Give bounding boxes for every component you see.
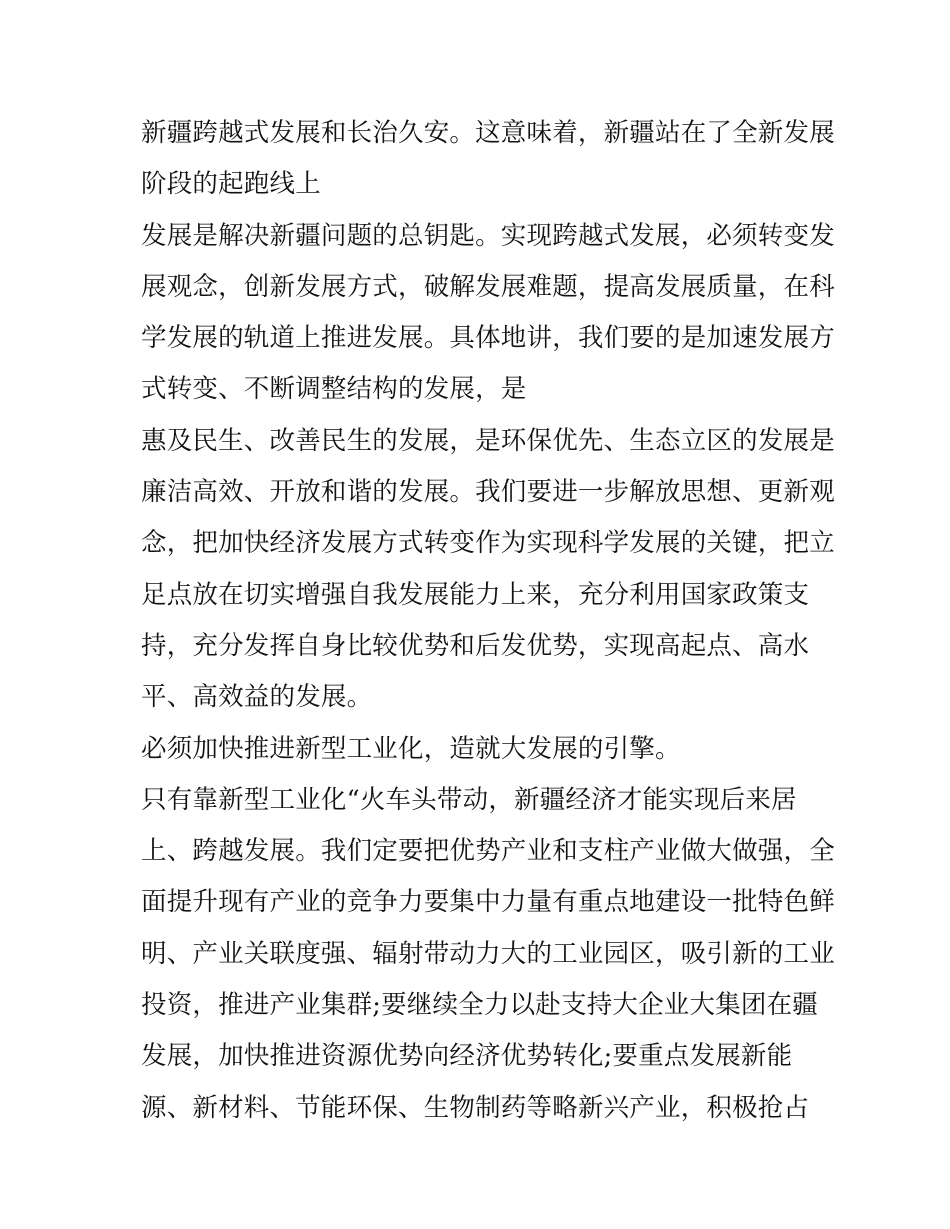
text-line: 阶段的起跑线上	[141, 169, 321, 200]
text-line: 式转变、不断调整结构的发展，是	[141, 374, 527, 405]
text-line: 念，把加快经济发展方式转变作为实现科学发展的关键，把立	[141, 528, 835, 559]
text-line: 发展，加快推进资源优势向经济优势转化;要重点发展新能	[141, 1041, 793, 1072]
text-line: 发展是解决新疆问题的总钥匙。实现跨越式发展，必须转变发	[141, 220, 835, 251]
text-line: 足点放在切实增强自我发展能力上来，充分利用国家政策支	[141, 579, 810, 610]
text-line: 上、跨越发展。我们定要把优势产业和支柱产业做大做强，全	[141, 836, 835, 867]
text-line: 源、新材料、节能环保、生物制药等略新兴产业，积极抢占	[141, 1092, 810, 1123]
text-line: 廉洁高效、开放和谐的发展。我们要进一步解放思想、更新观	[141, 477, 835, 508]
text-line: 必须加快推进新型工业化，造就大发展的引擎。	[141, 733, 681, 764]
body-text	[141, 108, 835, 1134]
text-line: 惠及民生、改善民生的发展，是环保优先、生态立区的发展是	[141, 425, 835, 456]
text-line: 面提升现有产业的竞争力要集中力量有重点地建设一批特色鲜	[141, 887, 835, 918]
text-line: 只有靠新型工业化“火车头带动，新疆经济才能实现后来居	[141, 784, 797, 815]
text-line: 学发展的轨道上推进发展。具体地讲，我们要的是加速发展方	[141, 323, 835, 354]
text-line: 展观念，创新发展方式，破解发展难题，提高发展质量，在科	[141, 271, 835, 302]
text-line: 明、产业关联度强、辐射带动力大的工业园区，吸引新的工业	[141, 938, 835, 969]
text-line: 新疆跨越式发展和长治久安。这意味着，新疆站在了全新发展	[141, 118, 835, 148]
text-line: 投资，推进产业集群;要继续全力以赴支持大企业大集团在疆	[141, 990, 818, 1021]
text-line: 持，充分发挥自身比较优势和后发优势，实现高起点、高水	[141, 630, 810, 661]
text-line: 平、高效益的发展。	[141, 682, 373, 713]
